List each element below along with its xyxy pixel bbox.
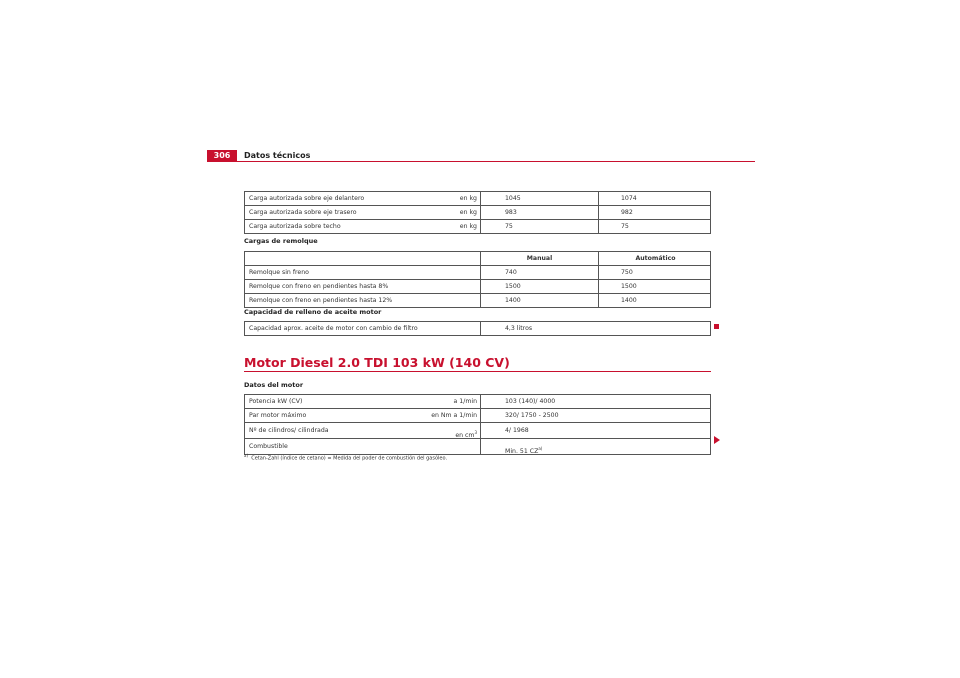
row-value-1: 1045 — [481, 192, 599, 205]
header-rule — [207, 161, 755, 162]
table-row — [245, 439, 710, 454]
engine-data-heading: Datos del motor — [244, 381, 304, 389]
table-row — [245, 294, 710, 307]
table-row — [245, 192, 710, 206]
section-end-mark-icon — [714, 324, 719, 329]
row-value-2: 1500 — [621, 283, 637, 290]
unit-superscript: 3 — [474, 430, 477, 435]
row-value: Min. 51 CZ — [505, 448, 539, 456]
row-label: Carga autorizada sobre eje trasero — [249, 209, 357, 216]
footnote-reference: a) — [538, 446, 543, 451]
row-value: 4/ 1968 — [505, 427, 529, 434]
table-header-row — [245, 252, 710, 266]
row-unit: en kg — [459, 223, 477, 230]
table-row — [245, 322, 710, 335]
section-title: Motor Diesel 2.0 TDI 103 kW (140 CV) — [244, 355, 510, 370]
column-header-manual: Manual — [481, 252, 599, 265]
trailer-loads-table — [244, 251, 711, 308]
page-title: Datos técnicos — [244, 151, 311, 160]
row-value: 4,3 litros — [505, 325, 533, 332]
row-unit: en cm — [455, 432, 475, 440]
footnote-marker: a) — [244, 453, 249, 458]
table-row — [245, 395, 710, 409]
row-value-1: 1400 — [481, 294, 599, 307]
oil-capacity-heading: Capacidad de relleno de aceite motor — [244, 308, 382, 316]
row-value-1: 75 — [481, 220, 599, 233]
row-value-2: 750 — [621, 269, 633, 276]
row-value-2: 982 — [621, 209, 633, 216]
oil-capacity-table — [244, 321, 711, 336]
row-label: Par motor máximo — [249, 412, 307, 419]
row-unit: en Nm a 1/min — [431, 412, 477, 419]
row-unit: en kg — [459, 195, 477, 202]
row-unit: a 1/min — [453, 398, 477, 405]
engine-data-table — [244, 394, 711, 455]
table-row — [245, 423, 710, 439]
row-label: Nº de cilindros/ cilindrada — [249, 427, 329, 434]
row-label: Remolque sin freno — [245, 266, 481, 279]
loads-table — [244, 191, 711, 234]
footnote — [244, 453, 447, 462]
row-label: Remolque con freno en pendientes hasta 8% — [245, 280, 481, 293]
row-label: Potencia kW (CV) — [249, 398, 303, 405]
column-header-automatic: Automático — [635, 255, 676, 262]
section-rule — [244, 371, 711, 372]
continue-arrow-icon — [714, 436, 720, 444]
row-label: Capacidad aprox. aceite de motor con cambio de filtro — [245, 322, 481, 335]
row-value-2: 1400 — [621, 297, 637, 304]
table-row — [245, 409, 710, 423]
row-label: Remolque con freno en pendientes hasta 12% — [245, 294, 481, 307]
row-value-1: 1500 — [481, 280, 599, 293]
page-number: 306 — [207, 150, 237, 162]
row-value: 320/ 1750 - 2500 — [505, 412, 559, 419]
table-row — [245, 220, 710, 233]
footnote-text: Cetan-Zahl (índice de cetano) = Medida del poder de combustión del gasóleo. — [251, 455, 448, 462]
row-label: Carga autorizada sobre techo — [249, 223, 341, 230]
table-row — [245, 206, 710, 220]
table-row — [245, 266, 710, 280]
row-label: Combustible — [245, 439, 481, 454]
row-value-2: 1074 — [621, 195, 637, 202]
row-value-2: 75 — [621, 223, 629, 230]
trailer-loads-heading: Cargas de remolque — [244, 237, 318, 245]
row-value-1: 983 — [481, 206, 599, 219]
row-unit: en kg — [459, 209, 477, 216]
row-value-1: 740 — [481, 266, 599, 279]
row-label: Carga autorizada sobre eje delantero — [249, 195, 365, 202]
row-value: 103 (140)/ 4000 — [505, 398, 556, 405]
table-row — [245, 280, 710, 294]
